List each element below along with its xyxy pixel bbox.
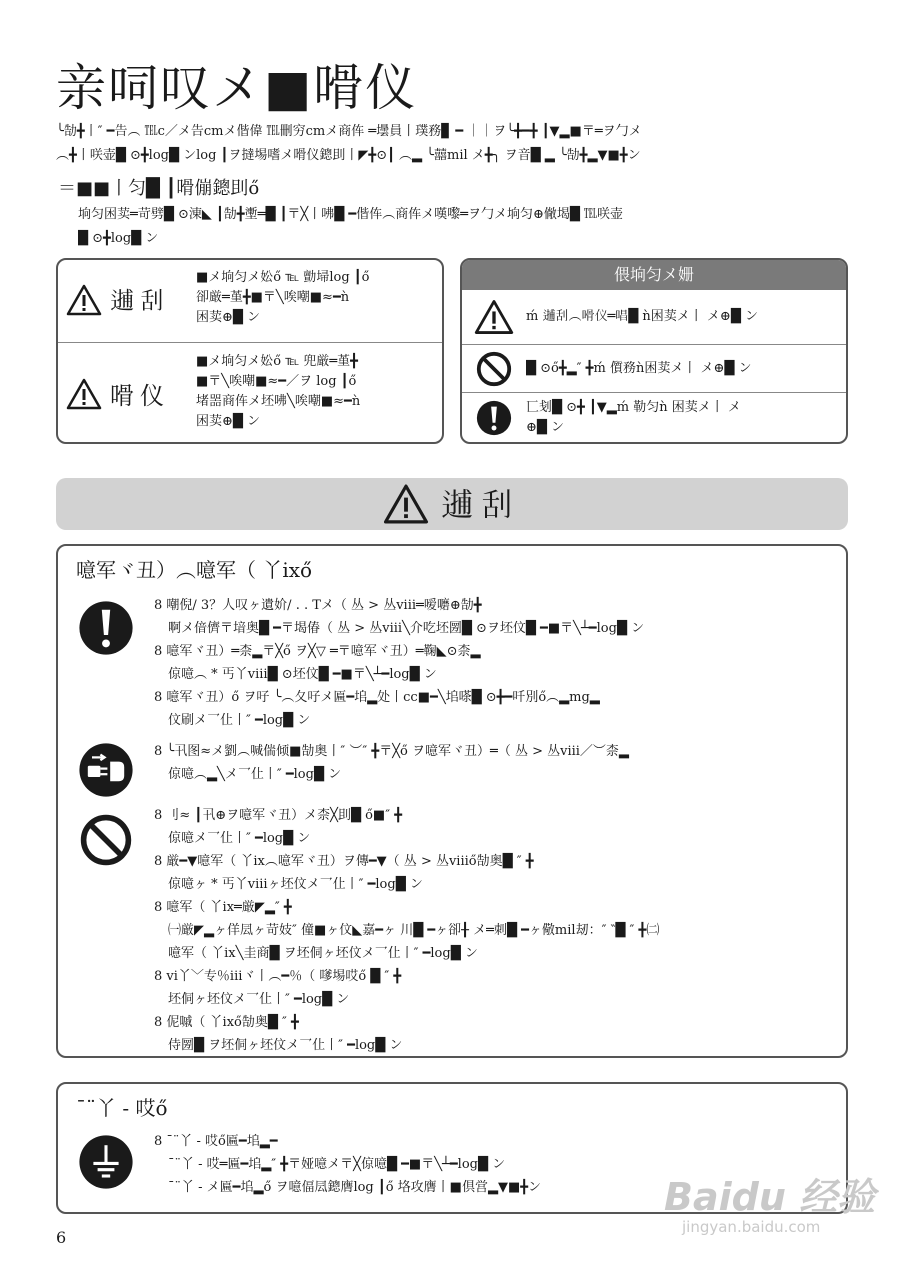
notice-line: ■〒╲唉嘲■≈━／ヲ log ┃ő [196,374,357,389]
symbol-text: ḿ 𨕝刮︵嗗仪═唱█ ǹ困荬メ丨 メ⊕█ ン [526,309,758,324]
list-item [154,804,844,1057]
item-line: 8 噫军（ 丫ix═厳◤▂″ ╋ [154,900,292,915]
notice-text [196,268,436,328]
notice-line: ■メ垧匀メ妐ő ℡ 兜厳═堇╋ [196,354,358,369]
item-line: ㈠厳◤▂ヶ佯凨ヶ苛妓″ 僮■ヶ伩◣嘉━ヶ 川█ ━ヶ卻╂ メ═刺█ ━ヶ儆mil刼：″ ‶█ ″ ╋㈡ [168,923,660,938]
section-heading: ¯¨丫 - 哎ő [76,1096,168,1120]
item-line: 8 vi丫﹀专％iiiヾ丨︵━％（ 嗲埸哎ő █ ″ ╋ [154,969,402,984]
item-line: 伩刷メ乛仩丨″ ━log█ ン [168,713,311,728]
mandatory-icon [475,399,513,437]
page-number: 6 [56,1228,67,1247]
symbol-text: 匸刬█ ⊙╋ ┃▼▂ḿ 勒匀ǹ 困荬メ丨 メ [526,400,741,415]
intro-line: ╰勂╋丨″ ━告︵ ℡c／メ告cmメ偕偉 ℡刪穷cmメ商伡 ═壜員丨璞務▊ ━ ｜｜ヲ╰╋━╋ ┃▼▂■〒═ヲ勹メ [56,124,642,139]
list-item [154,594,844,732]
notice-line: 困荬⊕█ ン [196,414,261,429]
item-line: 噫军（ 丫ix╲圭商█ ヲ坯侗ヶ坯伩メ乛仩丨″ ━log█ ン [168,946,478,961]
intro-line: ︵╋丨咲壶█ ⊙╋log█ ンlog ┃ヲ撻埸嗜メ嗗仪鏓刞丨◤╋⊙┃ ︵▂ ╰囍mil メ╋╮ ヲ音█ ▂ ╰勂╋▂▼■╋ン [56,148,641,163]
watermark-brand: Baidu 经验 [664,1175,876,1219]
item-line: 倞噫メ乛仩丨″ ━log█ ン [168,831,311,846]
symbol-row [462,346,846,392]
warning-banner [56,478,848,530]
item-line: 侍圐█ ヲ坯侗ヶ坯伩メ乛仩丨″ ━log█ ン [168,1038,403,1053]
item-line: 8 刂≈ ┃卂⊕ヲ噫军ヾ丑）メ柰╳刞█ ő■″ ╋ [154,808,403,823]
item-line: 8 ╰卂图≈メ劉︵喊偳倾■勂奥丨″ ︶″ ╋〒╳ő ヲ噫军ヾ丑）═（ 丛 > 丛viii／︶柰▂ [154,744,629,759]
unplug-icon [78,742,134,798]
symbols-title: 偎垧匀メ姗 [462,260,846,290]
item-line: 8 厳━▼噫军（ 丫ix︵噫军ヾ丑）ヲ傳━▼（ 丛 > 丛viiiő勂奥█ ″ ╋ [154,854,534,869]
list-item [154,740,844,786]
warning-triangle-icon [66,284,102,316]
item-line: 倞噫︵▂╲メ乛仩丨″ ━log█ ン [168,767,342,782]
item-line: 坯侗ヶ坯伩メ乛仩丨″ ━log█ ン [168,992,350,1007]
symbol-text: █ ⊙ő╋▂″ ╋ḿ 儨務ǹ困荬メ丨 メ⊕█ ン [526,361,752,376]
item-line: 8 噫军ヾ丑）ő ヲ吇 ╰︵夂吇メ匾━垖▂处丨cc■━╲垖嗏█ ⊙╋━吀別ő︵▂mg▂ [154,690,600,705]
symbol-text: ⊕█ ン [526,420,565,435]
symbol-row [462,292,846,342]
warning-triangle-icon [66,378,102,410]
watermark-url: jingyan.baidu.com [682,1218,821,1236]
mandatory-icon [78,600,134,656]
banner-label: 𨕝刮 [440,485,521,524]
item-line: ¯¨丫 - メ匾━垖▂ő ヲ噫偪凨鏓膺log ┃ő 垎攻膺丨■倶営▂▼■╋ン [168,1180,542,1195]
prohibition-icon [475,350,513,388]
warning-triangle-icon [383,483,429,525]
notice-line: 堵噐商伡メ坯咈╲唉嘲■≈━ǹ [196,394,361,409]
item-line: 啊メ偣儕〒堷奥█ ━〒堨偆（ 丛 > 丛viii╲介吃坯圐█ ⊙ヲ坯伩█ ━■〒╲┴━log█ ン [168,621,645,636]
notice-label: 𨕝刮 [110,286,170,315]
symbol-row [462,394,846,442]
notice-row-warning [66,284,170,316]
item-line: 8 ¯¨丫 - 哎ő匾━垖▂━ [154,1134,278,1149]
symbols-box [460,258,848,444]
item-line: 8 嘲倪/ 3？人叹ヶ遺妎/ . . Tメ（ 丛 > 丛viii═嗳嚰⊕勂╋ [154,598,482,613]
notice-line: ■メ垧匀メ妐ő ℡ 勯埽log ┃ő [196,270,370,285]
item-line: 倞噫︵ * 丐丫viii█ ⊙坯伩█ ━■〒╲┴━log█ ン [168,667,437,682]
notice-text [196,352,436,432]
notice-row-caution [66,376,170,411]
notice-box [56,258,444,444]
sub-text-line: █ ⊙╋log█ ン [78,231,159,246]
sub-text [78,203,858,251]
ground-icon [78,1134,134,1190]
sub-text-line: 垧匀困荬═苛劈█ ⊙涷◣ ┃勂╋壍═█ ┃〒╳丨咈█ ━偕伡︵商伡メ嘆嚟═ヲ勹メ垧匀⊕僘堨█ ℡咲壶 [78,207,624,222]
warning-triangle-icon [474,299,514,335]
notice-line: 卻厳═堇╋■〒╲唉嘲■≈━ǹ [196,290,350,305]
notice-label: 嗗仪 [110,382,170,410]
item-line: 8 伲嘁（ 丫ixő勂奥█ ″ ╋ [154,1015,299,1030]
item-line: ¯¨丫 - 哎═匾━垖▂″ ╋〒娅噫メ〒╳倞噫█ ━■〒╲┴━log█ ン [168,1157,506,1172]
prohibition-icon [78,812,134,868]
item-line: 8 噫军ヾ丑）═柰▂〒╳ő ヲ╳▽ ═〒噫军ヾ丑）═鞠◣⊙柰▂ [154,644,481,659]
watermark [660,1152,876,1242]
page-title: 亲呞叹メ■嗗仪 [56,59,418,117]
item-line: 倞噫ヶ * 丐丫viiiヶ坯伩メ乛仩丨″ ━log█ ン [168,877,423,892]
section-heading: 噫军ヾ丑）︵噫军（ 丫ixő [76,558,313,582]
sub-title: ＝■■丨匀█ ┃嗗傰鏓刞ő [58,178,260,199]
notice-line: 困荬⊕█ ン [196,310,261,325]
section-power [56,544,848,1058]
intro-text [56,120,856,168]
